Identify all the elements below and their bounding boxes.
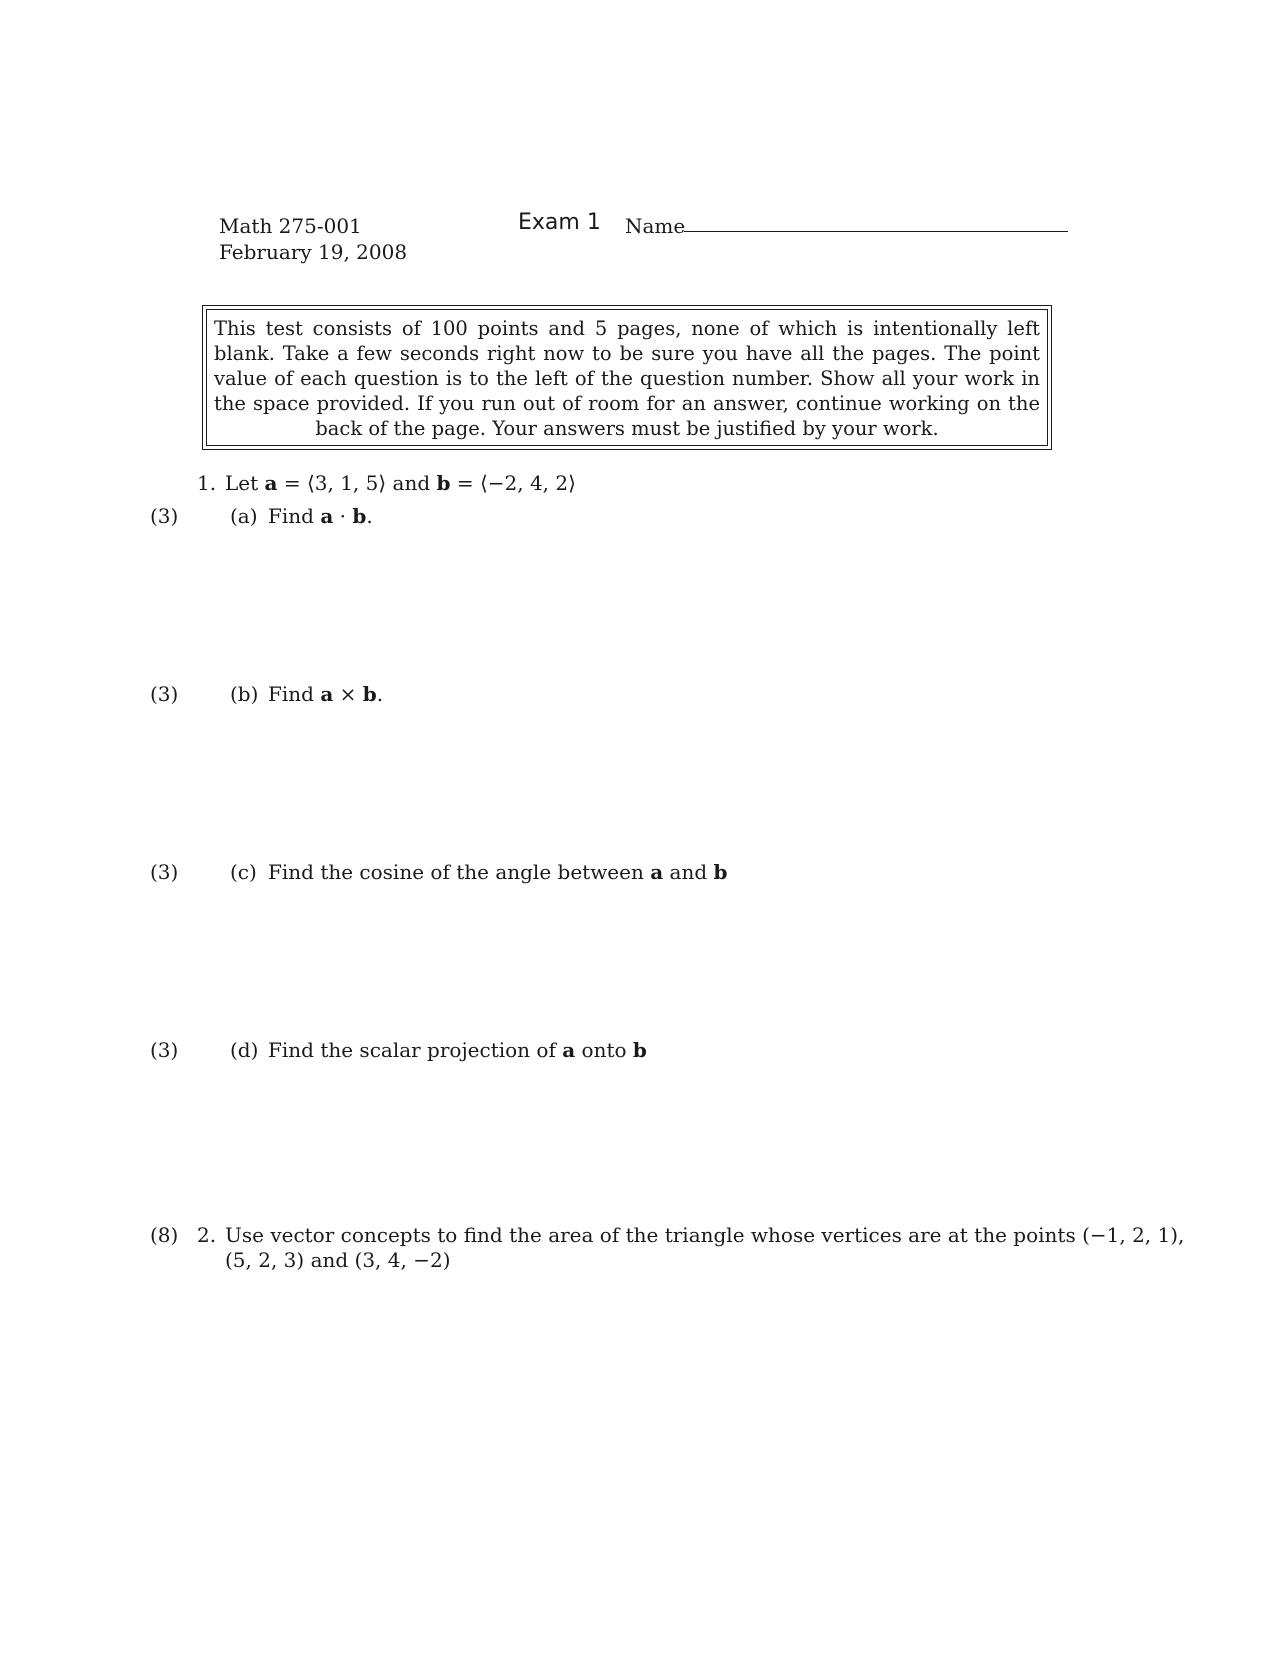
question-1-number: 1. — [197, 471, 217, 495]
part-label-c: (c) — [230, 860, 257, 884]
part-a-text: Find a · b. — [268, 504, 373, 528]
question-2-line-2: (5, 2, 3) and (3, 4, −2) — [225, 1248, 451, 1272]
points-1b: (3) — [150, 682, 179, 706]
vector-a: a — [264, 471, 278, 495]
question-1-prompt: Let a = ⟨3, 1, 5⟩ and b = ⟨−2, 4, 2⟩ — [225, 471, 576, 495]
points-1c: (3) — [150, 860, 179, 884]
course-number: Math 275-001 — [219, 214, 362, 238]
name-label: Name — [625, 214, 686, 238]
question-2-number: 2. — [197, 1223, 217, 1247]
exam-title: Exam 1 — [518, 210, 601, 235]
part-c-text: Find the cosine of the angle between a and b — [268, 860, 728, 884]
part-label-d: (d) — [230, 1038, 259, 1062]
question-2-line-1: Use vector concepts to find the area of the triangle whose vertices are at the points (−1, 2, 1), — [225, 1223, 1185, 1247]
points-1d: (3) — [150, 1038, 179, 1062]
part-label-b: (b) — [230, 682, 259, 706]
course-info — [219, 213, 407, 265]
vector-b: b — [436, 471, 451, 495]
name-field-line[interactable] — [684, 231, 1068, 232]
exam-date: February 19, 2008 — [219, 240, 408, 264]
part-label-a: (a) — [230, 504, 258, 528]
part-d-text: Find the scalar projection of a onto b — [268, 1038, 647, 1062]
points-1a: (3) — [150, 504, 179, 528]
instructions-box — [202, 305, 1052, 450]
part-b-text: Find a × b. — [268, 682, 384, 706]
instructions-text: This test consists of 100 points and 5 pages, none of which is intentionally left blank. Take a few seconds right now to be sure you have all the pages. The point value of each question is to the left of the question number. Show all your work in the space provided. If you run out of room for an answer, continue working on the back of the page. Your answers must be justified by your work. — [206, 309, 1048, 446]
points-2: (8) — [150, 1223, 179, 1247]
